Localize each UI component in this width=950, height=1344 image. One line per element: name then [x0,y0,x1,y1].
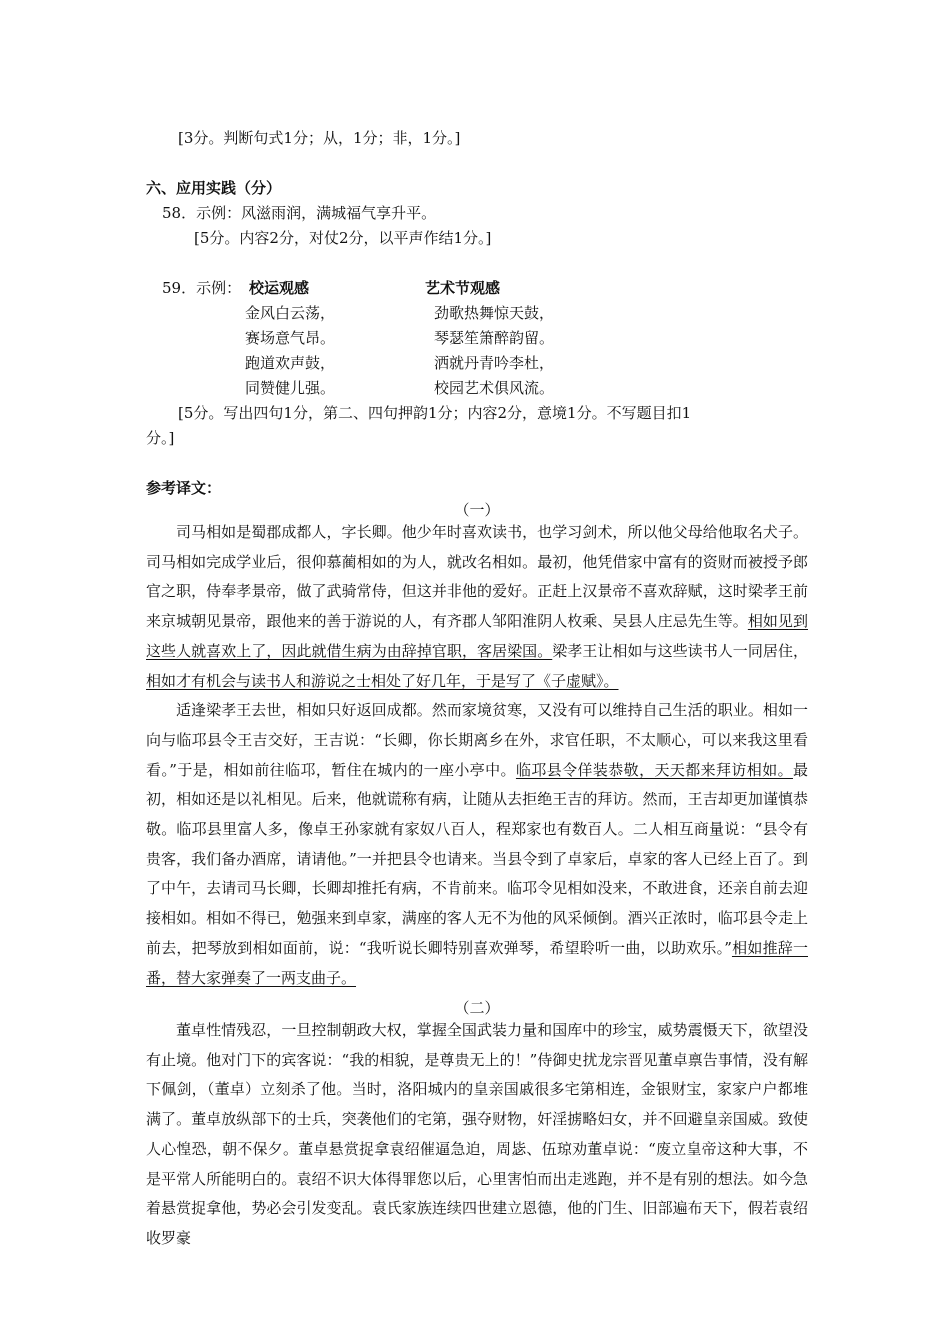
q59-score-note: [5分。写出四句1分，第二、四句押韵1分；内容2分，意境1分。不写题目扣1 [178,404,692,422]
q58-score-note: [5分。内容2分，对仗2分，以平声作结1分。] [194,229,492,247]
part1-p2-text: 适逢梁孝王去世，相如只好返回成都。然而家境贫寒，又没有可以维持自己生活的职业。相如一向与临邛县令王吉交好，王吉说：“长卿，你长期离乡在外，求官任职，不太顺心，可以来我这里看看。”于是，相如前往临邛，暂住在城内的一座小亭中。 [146,701,808,779]
translation-heading: 参考译文： [146,479,222,497]
q58-answer: 58．示例：风滋雨润，满城福气享升平。 [162,204,437,222]
poem1-line: 金风白云荡， [245,304,336,322]
q59-prefix: 59．示例： [162,279,242,297]
poem1-line: 跑道欢声鼓， [245,354,336,372]
underlined-sentence: 相如见到这些人就喜欢上了，因此就借生病为由辞掉官职，客居梁国。 [146,612,808,660]
poem1-title: 校运观感 [249,279,310,297]
part1-p1-text: 梁孝王让相如与这些读书人一同居住， [552,641,808,660]
poem2-line: 校园艺术俱风流。 [434,379,555,397]
poem2-title: 艺术节观感 [425,279,501,297]
part1-p1-text: 司马相如是蜀郡成都人，字长卿。他少年时喜欢读书，也学习剑术，所以他父母给他取名犬子。司马相如完成学业后，很仰慕蔺相如的为人，就改名相如。最初，他凭借家中富有的资财而被授予郎官之职，侍奉孝景帝，做了武骑常侍，但这并非他的爱好。正赶上汉景帝不喜欢辞赋，这时梁孝王前来京城朝见景帝，跟他来的善于游说的人，有齐郡人邹阳淮阴人枚乘、吴县人庄忌先生等。 [146,523,808,631]
poem1-line: 同赞健儿强。 [245,379,336,397]
part1-p2-text: 最初，相如还是以礼相见。后来，他就谎称有病，让随从去拒绝王吉的拜访。然而，王吉却更加谨慎恭敬。临邛县里富人多，像卓王孙家就有家奴八百人，程郑家也有数百人。二人相互商量说：“县令有贵客，我们备办酒席，请请他。”一并把县令也请来。当县令到了卓家后，卓家的客人已经上百了。到了中午，去请司马长卿，长卿却推托有病，不肯前来。临邛令见相如没来，不敢进食，还亲自前去迎接相如。相如不得已，勉强来到卓家，满座的客人无不为他的风采倾倒。酒兴正浓时，临邛县令走上前去，把琴放到相如面前，说：“我听说长卿特别喜欢弹琴，希望聆听一曲，以助欢乐。” [146,760,808,957]
underlined-sentence: 相如才有机会与读书人和游说之士相处了好几年，于是写了《子虚赋》。 [146,671,619,690]
poem2-line: 琴瑟笙箫醉韵留。 [434,329,555,347]
poem1-line: 赛场意气昂。 [245,329,336,347]
part1-label: （一） [454,501,500,519]
q57-score-note: [3分。判断句式1分；从，1分；非，1分。] [178,129,461,147]
underlined-sentence: 相如推辞一番，替大家弹奏了一两支曲子。 [146,938,808,987]
poem2-line: 洒就丹青吟李杜， [434,354,555,372]
part2-p1-text: 董卓性情残忍，一旦控制朝政大权，掌握全国武装力量和国库中的珍宝，威势震慑天下，欲望没有止境。他对门下的宾客说：“我的相貌，是尊贵无上的！”侍御史扰龙宗晋见董卓禀告事情，没有解下佩剑，（董卓）立刻杀了他。当时，洛阳城内的皇亲国戚很多宅第相连，金银财宝，家家户户都堆满了。董卓放纵部下的士兵，突袭他们的宅第，强夺财物，奸淫掳略妇女，并不回避皇亲国威。致使人心惶恐，朝不保夕。董卓悬赏捉拿袁绍催逼急迫，周毖、伍琼劝董卓说：“废立皇帝这种大事，不是平常人所能明白的。袁绍不识大体得罪您以后，心里害怕而出走逃跑，并不是有别的想法。如今急着悬赏捉拿他，势必会引发变乱。袁氏家族连续四世建立恩德，他的门生、旧部遍布天下，假若袁绍收罗豪 [146,1021,808,1247]
part2-label: （二） [454,999,500,1017]
q59-score-note-cont: 分。] [146,429,175,447]
part1-text [146,518,808,993]
part2-text [146,1016,808,1254]
poem2-line: 劲歌热舞惊天鼓， [434,304,555,322]
section6-heading: 六、应用实践（分） [146,179,282,197]
underlined-sentence: 临邛县令佯装恭敬，天天都来拜访相如。 [515,760,793,779]
